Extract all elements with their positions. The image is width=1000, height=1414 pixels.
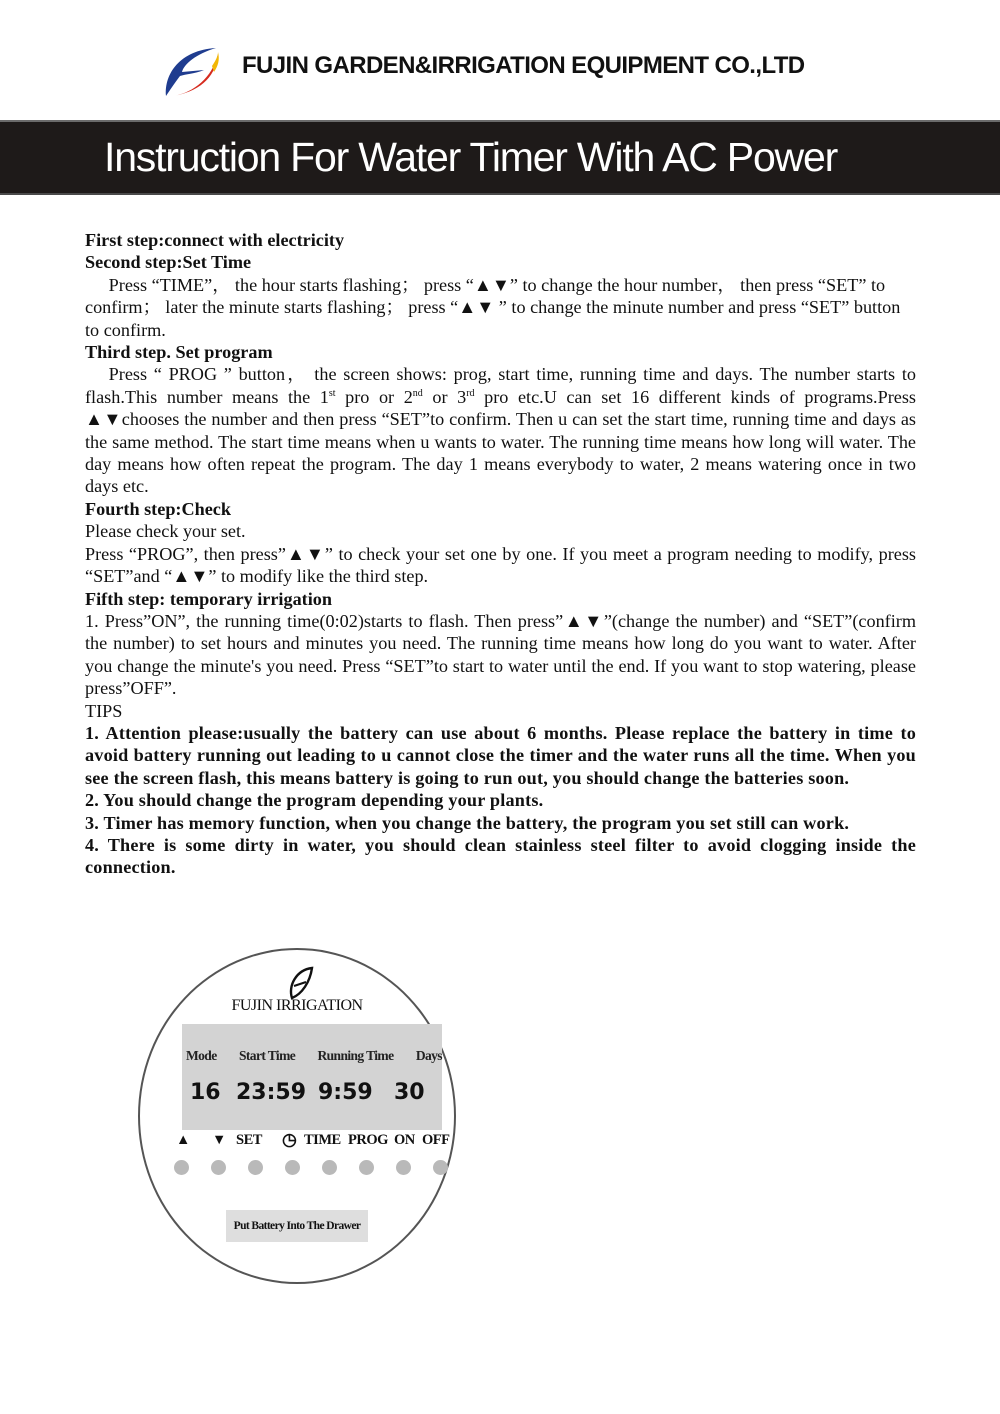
lcd-screen bbox=[182, 1024, 442, 1130]
clock-icon: ◷ bbox=[282, 1130, 297, 1149]
battery-drawer-label: Put Battery Into The Drawer bbox=[226, 1210, 368, 1242]
tips-label: TIPS bbox=[85, 700, 123, 721]
lcd-value-days: 30 bbox=[394, 1080, 425, 1105]
on-button[interactable] bbox=[396, 1160, 411, 1175]
step-4-heading: Fourth step:Check bbox=[85, 498, 231, 519]
step-3-text-c: or 3 bbox=[422, 386, 467, 407]
set-button[interactable] bbox=[248, 1160, 263, 1175]
off-button[interactable] bbox=[433, 1160, 448, 1175]
step-2-body: Press “TIME”， the hour starts flashing； press “▲▼” to change the hour number， then press “SET” to confirm； later the minute starts flashing； press “▲▼ ” to change the minute number and press “SET” button to confirm. bbox=[85, 274, 901, 340]
lcd-value-start-time: 23:59 bbox=[236, 1080, 307, 1105]
time-button[interactable] bbox=[322, 1160, 337, 1175]
timer-device-diagram bbox=[138, 948, 458, 1286]
down-button[interactable] bbox=[211, 1160, 226, 1175]
button-labels bbox=[174, 1132, 454, 1154]
fujin-logo-icon bbox=[160, 44, 222, 100]
device-brand: FUJIN IRRIGATION bbox=[231, 997, 363, 1014]
step-3-body bbox=[85, 363, 916, 497]
superscript-rd: rd bbox=[466, 387, 475, 399]
step-3-heading: Third step. Set program bbox=[85, 342, 273, 363]
tip-item: 4. There is some dirty in water, you should clean stainless steel filter to avoid clogging inside the connection. bbox=[85, 834, 916, 878]
document-header bbox=[0, 0, 1000, 120]
lcd-label-start-time: Start Time bbox=[238, 1048, 296, 1063]
step-5-body: 1. Press”ON”, the running time(0:02)starts to flash. Then press”▲▼”(change the number) and “SET”(confirm the number) to set hours and minutes you need. The running time means how long do you want to water. After you change the minute's you need. Press “SET”to start to water until the end. If you want to stop watering, please press”OFF”. bbox=[85, 610, 916, 699]
set-label: SET bbox=[236, 1132, 262, 1148]
step-3-text-d: pro etc.U can set 16 different kinds of programs.Press ▲▼chooses the number and then press “SET”to confirm. Then u can set the start time, running time and days as the same method. The start time means when u wants to water. The running time means how long will water. The day means how often repeat the program. The day 1 means everybody to water, 2 means watering once in two days etc. bbox=[85, 386, 916, 497]
step-1-heading: First step:connect with electricity bbox=[85, 230, 345, 250]
off-label: OFF bbox=[422, 1132, 450, 1148]
down-arrow-icon: ▼ bbox=[212, 1132, 226, 1148]
instructions-body bbox=[85, 229, 916, 879]
lcd-label-days: Days bbox=[415, 1048, 442, 1063]
step-2-heading: Second step:Set Time bbox=[85, 252, 252, 273]
superscript-nd: nd bbox=[412, 387, 423, 399]
step-4-line-1: Please check your set. bbox=[85, 521, 246, 542]
time-label: TIME bbox=[304, 1132, 341, 1148]
tip-item: 1. Attention please:usually the battery can use about 6 months. Please replace the battery in time to avoid battery running out leading to u cannot close the timer and the water runs all the time. When you see the screen flash, this means battery is going to run out, you should change the batteries soon. bbox=[85, 722, 916, 788]
superscript-st: st bbox=[328, 387, 336, 399]
lcd-label-mode: Mode bbox=[186, 1048, 217, 1063]
button-row bbox=[174, 1160, 454, 1180]
lcd-value-mode: 16 bbox=[190, 1080, 221, 1105]
tip-item: 2. You should change the program depending your plants. bbox=[85, 790, 544, 811]
step-3-text-a: Press “ PROG ” button， the screen shows: prog, start time, running time and days. The number starts to flash.This number means the 1 bbox=[85, 364, 916, 407]
step-4-line-2: Press “PROG”, then press”▲▼” to check your set one by one. If you meet a program needing to modify, press “SET”and “▲▼” to modify like the third step. bbox=[85, 543, 916, 587]
lcd-label-running-time: Running Time bbox=[317, 1048, 394, 1063]
lcd-labels bbox=[186, 1048, 442, 1064]
up-button[interactable] bbox=[174, 1160, 189, 1175]
title-banner bbox=[0, 120, 1000, 195]
prog-label: PROG bbox=[348, 1132, 388, 1148]
step-3-text-b: pro or 2 bbox=[335, 386, 413, 407]
tip-item: 3. Timer has memory function, when you change the battery, the program you set still can work. bbox=[85, 812, 850, 833]
leaf-logo-icon bbox=[288, 966, 314, 1000]
prog-button[interactable] bbox=[359, 1160, 374, 1175]
step-5-heading: Fifth step: temporary irrigation bbox=[85, 588, 332, 609]
company-name: FUJIN GARDEN&IRRIGATION EQUIPMENT CO.,LTD bbox=[242, 52, 805, 79]
lcd-value-running-time: 9:59 bbox=[318, 1080, 373, 1105]
on-label: ON bbox=[394, 1132, 415, 1148]
page-title: Instruction For Water Timer With AC Power bbox=[104, 134, 838, 180]
clock-button[interactable] bbox=[285, 1160, 300, 1175]
up-arrow-icon: ▲ bbox=[176, 1132, 190, 1148]
